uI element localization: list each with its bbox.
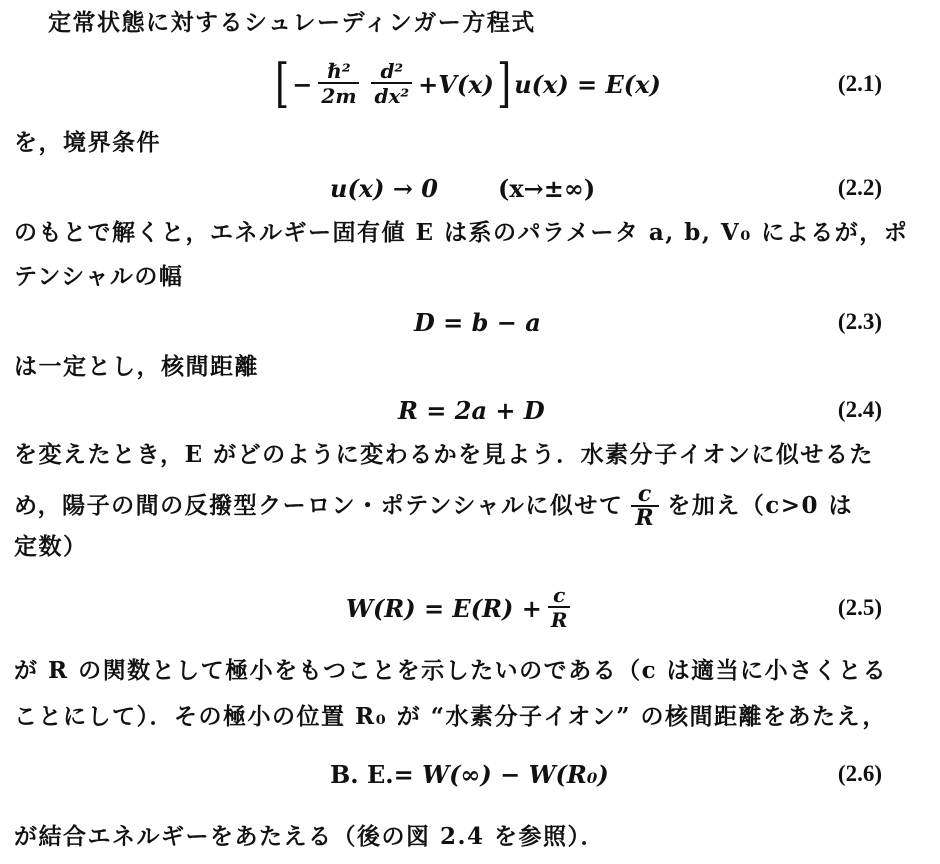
paragraph-line: は一定とし，核間距離 xyxy=(14,353,259,380)
equation-2-4: R = 2a + D (2.4) xyxy=(0,382,940,438)
paragraph-line: を変えたとき，E がどのように変わるかを見よう．水素分子イオンに似せるた xyxy=(14,441,874,468)
equation-number: (2.4) xyxy=(837,397,882,422)
inline-fraction: c R xyxy=(631,483,659,529)
boundary-expr: u(x) → 0 xyxy=(330,173,438,203)
equation-number: (2.3) xyxy=(837,309,882,334)
paragraph-line: が結合エネルギーをあたえる（後の図 2.4 を参照）． xyxy=(14,823,606,850)
derivative-fraction: $\frac{\text{d²}}{\text{dx²}}$ xyxy=(371,60,412,108)
equation-number: (2.1) xyxy=(837,71,882,96)
intro-line: 定常状態に対するシュレーディンガー方程式 xyxy=(48,9,536,36)
equation-2-6: B. E. = W(∞) − W(R₀) (2.6) xyxy=(0,746,940,802)
hbar-fraction: $\frac{\text{ℏ²}}{2m}$ xyxy=(318,60,359,108)
paragraph-line: が R の関数として極小をもつことを示したいのである（c は適当に小さくとる xyxy=(14,657,888,684)
equation-2-3: D = b − a (2.3) xyxy=(0,294,940,350)
equation-2-1 xyxy=(0,56,940,112)
paragraph-line: ことにして）．その極小の位置 R₀ が “水素分子イオン” の核間距離をあたえ， xyxy=(14,703,887,730)
paragraph-line: のもとで解くと，エネルギー固有値 E は系のパラメータ a, b, V₀ によるが，ポ xyxy=(14,219,909,246)
paragraph-line: 定数） xyxy=(14,533,88,560)
equation-rhs: u(x) = E(x) xyxy=(514,69,661,99)
boundary-condition: (x→±∞) xyxy=(498,173,596,203)
left-bracket: [ xyxy=(275,54,290,114)
paragraph-line: め，陽子の間の反撥型クーロン・ポテンシャルに似せて c R を加え（c>0 は xyxy=(14,481,853,531)
equation-2-5: W(R) = E(R) + $\frac{c}{R}$ (2.5) xyxy=(0,580,940,636)
equation-2-2 xyxy=(0,160,940,216)
potential-term: +V(x) xyxy=(418,69,494,99)
equation-number: (2.2) xyxy=(837,175,882,200)
be-label: B. E. xyxy=(330,759,394,789)
equation-number: (2.5) xyxy=(837,595,882,620)
right-bracket: ] xyxy=(496,54,512,114)
paragraph-line: テンシャルの幅 xyxy=(14,263,184,290)
minus-sign: − xyxy=(292,69,313,99)
equation-number: (2.6) xyxy=(837,761,882,786)
paragraph-boundary: を，境界条件 xyxy=(14,129,161,156)
c-over-r-fraction: $\frac{c}{R}$ xyxy=(548,584,571,632)
